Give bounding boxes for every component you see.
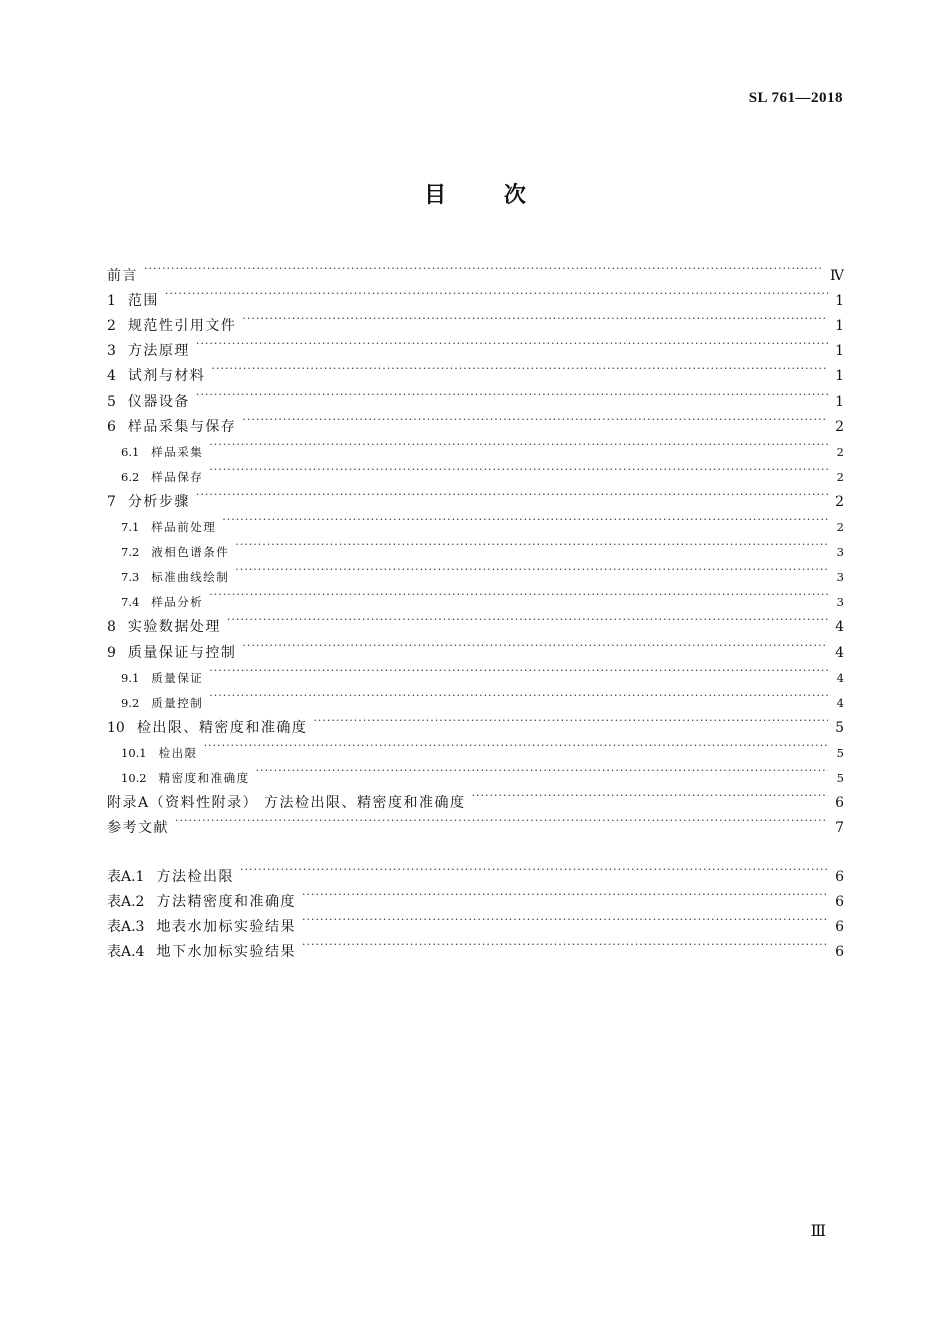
dot-leader	[256, 760, 828, 782]
dot-leader	[222, 509, 828, 531]
dot-leader	[302, 909, 828, 931]
toc-entry[interactable]	[107, 635, 844, 661]
dot-leader	[211, 358, 828, 380]
toc-entry-number: 6.1	[121, 444, 140, 459]
toc-entry-number: 7.2	[121, 545, 140, 560]
toc-page-number: 1	[835, 318, 844, 335]
toc-entry[interactable]	[107, 785, 844, 812]
toc-entry-number: 8	[107, 619, 116, 636]
toc-page-number: 2	[836, 520, 844, 534]
table-list-entry[interactable]	[107, 884, 844, 911]
toc-entry-title: 标准曲线绘制	[151, 570, 230, 585]
toc-page-number: 4	[836, 695, 844, 710]
dot-leader	[204, 735, 828, 757]
toc-page-number: 1	[835, 368, 844, 385]
table-list-entry[interactable]	[107, 909, 844, 936]
dot-leader	[472, 785, 828, 807]
toc-entry[interactable]	[107, 685, 844, 710]
dot-leader	[313, 710, 828, 732]
toc-page-number: 3	[836, 545, 844, 560]
toc-entry-number: 5	[107, 393, 116, 410]
toc-entry[interactable]	[107, 609, 844, 636]
toc-page-number: 5	[836, 745, 844, 760]
toc-entry-title: 样品保存	[151, 469, 204, 484]
toc-entry[interactable]	[107, 710, 844, 736]
toc-entry-number: 9.1	[121, 670, 140, 685]
page-number: Ⅲ	[810, 1223, 826, 1240]
dot-leader	[209, 584, 828, 606]
toc-entry[interactable]	[107, 534, 844, 560]
toc-entry[interactable]	[107, 559, 844, 585]
dot-leader	[144, 258, 824, 280]
toc-entry-number: 7.3	[121, 570, 140, 585]
toc-entry[interactable]	[107, 258, 844, 284]
dot-leader	[209, 434, 828, 456]
table-list-entry[interactable]	[107, 859, 844, 885]
toc-entry-title: 规范性引用文件	[127, 318, 237, 335]
toc-page-number: 1	[835, 393, 844, 410]
toc-page-number: 4	[835, 644, 844, 661]
table-title: 地表水加标实验结果	[156, 919, 296, 936]
toc-entry-number: 9.2	[121, 695, 140, 710]
toc-entry-title: 范围	[127, 293, 159, 310]
toc-entry[interactable]	[107, 509, 844, 534]
toc-page-number: 6	[835, 894, 844, 911]
table-number: 表A.3	[107, 919, 145, 936]
table-title: 地下水加标实验结果	[156, 944, 296, 961]
dot-leader	[196, 333, 828, 355]
toc-entry-title: 质量控制	[151, 695, 204, 710]
toc-entry[interactable]	[107, 484, 844, 510]
dot-leader	[235, 534, 828, 556]
toc-page-number: 3	[836, 595, 844, 610]
toc-page-number: 6	[835, 869, 844, 885]
dot-leader	[209, 685, 828, 707]
toc-page-number: 3	[836, 570, 844, 585]
toc-entry-title: 样品前处理	[151, 520, 217, 534]
toc-page-number: 2	[836, 444, 844, 459]
toc-page-number: Ⅳ	[830, 268, 844, 284]
toc-entry[interactable]	[107, 358, 844, 385]
table-title: 方法检出限	[156, 869, 234, 885]
dot-leader	[242, 409, 828, 431]
toc-entry-number: 10.1	[121, 745, 147, 760]
toc-entry-title: 质量保证	[151, 670, 204, 685]
toc-entry[interactable]	[107, 384, 844, 410]
toc-entry[interactable]	[107, 660, 844, 685]
toc-entry-title: 仪器设备	[127, 393, 190, 410]
toc-entry-number: 4	[107, 368, 116, 385]
dot-leader	[175, 810, 828, 832]
dot-leader	[196, 384, 828, 406]
toc-entry-title: 检出限、精密度和准确度	[136, 719, 308, 736]
toc-entry[interactable]	[107, 308, 844, 335]
toc-entry[interactable]	[107, 810, 844, 837]
toc-entry-number: 1	[107, 293, 116, 310]
toc-entry-title: 分析步骤	[127, 493, 190, 510]
dot-leader	[235, 559, 828, 581]
toc-entry-number: 7	[107, 493, 116, 510]
toc-entry-title: 样品采集	[151, 444, 204, 459]
toc-page-number: 4	[835, 619, 844, 636]
toc-entry-number: 6	[107, 418, 116, 435]
toc-page-number: 5	[835, 719, 844, 736]
toc-entry-number: 3	[107, 343, 116, 360]
toc-entry-title: 检出限	[158, 745, 198, 760]
table-number: 表A.1	[107, 869, 145, 885]
toc-entry-number: 6.2	[121, 469, 140, 484]
toc-entry-title: 附录A（资料性附录） 方法检出限、精密度和准确度	[107, 795, 466, 812]
toc-entry-number: 10.2	[121, 771, 147, 785]
toc-page-number: 6	[835, 795, 844, 812]
toc-entry[interactable]	[107, 735, 844, 760]
dot-leader	[242, 635, 828, 657]
toc-entry-title: 样品采集与保存	[127, 418, 237, 435]
toc-entry-title: 液相色谱条件	[151, 545, 230, 560]
toc-entry[interactable]	[107, 459, 844, 484]
toc-page-number: 5	[836, 771, 844, 785]
toc-entry-number: 2	[107, 318, 116, 335]
toc-entry-number: 7.4	[121, 595, 140, 610]
dot-leader	[165, 283, 828, 305]
toc-entry-title: 质量保证与控制	[127, 644, 237, 661]
toc-entry[interactable]	[107, 333, 844, 360]
toc-entry-title: 方法原理	[127, 343, 190, 360]
table-list-entry[interactable]	[107, 934, 844, 961]
toc-page-number: 6	[835, 919, 844, 936]
dot-leader	[242, 308, 828, 330]
page-title: 目 次	[424, 183, 526, 208]
toc-entry-title: 样品分析	[151, 595, 204, 610]
toc-page-number: 2	[835, 418, 844, 435]
toc-page-number: 7	[835, 820, 844, 837]
document-code: SL 761—2018	[748, 90, 843, 106]
dot-leader	[196, 484, 828, 506]
toc-entry[interactable]	[107, 434, 844, 459]
dot-leader	[302, 934, 828, 956]
toc-entry-number: 9	[107, 644, 116, 661]
dot-leader	[209, 459, 828, 481]
toc-page-number: 2	[835, 493, 844, 510]
dot-leader	[227, 609, 828, 631]
toc-entry-number: 10	[107, 719, 125, 736]
toc-entry-number: 7.1	[121, 520, 140, 534]
toc-page-number: 1	[835, 343, 844, 360]
toc-entry[interactable]	[107, 584, 844, 610]
toc-page-number: 6	[835, 944, 844, 961]
toc-entry[interactable]	[107, 760, 844, 785]
toc-page-number: 4	[836, 670, 844, 685]
table-number: 表A.4	[107, 944, 145, 961]
toc-entry-title: 试剂与材料	[127, 368, 206, 385]
toc-entry-title: 参考文献	[107, 820, 169, 837]
dot-leader	[209, 660, 828, 682]
table-title: 方法精密度和准确度	[156, 894, 296, 911]
dot-leader	[240, 859, 828, 881]
toc-entry-title: 实验数据处理	[127, 619, 221, 636]
table-number: 表A.2	[107, 894, 145, 911]
toc-entry[interactable]	[107, 409, 844, 435]
toc-entry-title: 前言	[107, 268, 138, 284]
dot-leader	[302, 884, 828, 906]
toc-entry[interactable]	[107, 283, 844, 310]
toc-page-number: 1	[835, 293, 844, 310]
toc-entry-title: 精密度和准确度	[158, 771, 250, 785]
toc-page-number: 2	[836, 469, 844, 484]
